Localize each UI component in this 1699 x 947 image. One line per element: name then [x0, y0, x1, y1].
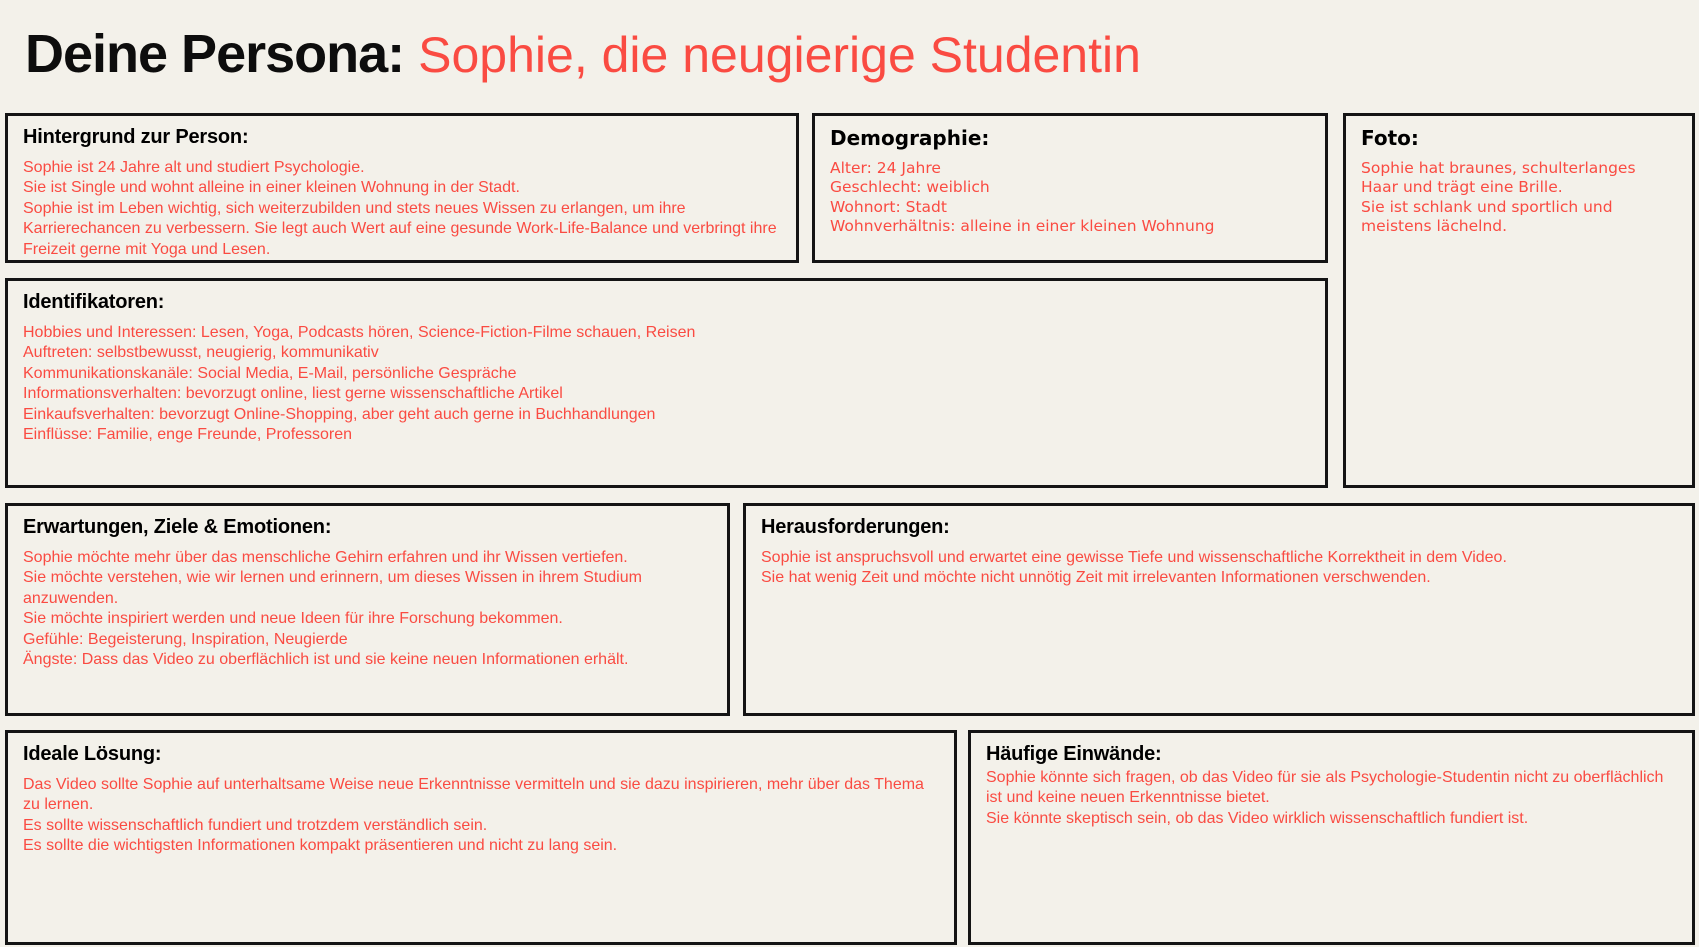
- text-line: Sophie möchte mehr über das menschliche Gehirn erfahren und ihr Wissen vertiefen.: [23, 549, 628, 566]
- text-line: Sie hat wenig Zeit und möchte nicht unnötig Zeit mit irrelevanten Informationen verschwenden.: [761, 569, 1431, 587]
- section-haeufige-einwaende: [968, 730, 1695, 945]
- text-line: Auftreten: selbstbewusst, neugierig, kommunikativ: [23, 344, 379, 362]
- section-erwartungen-heading: Erwartungen, Ziele & Emotionen:: [23, 516, 332, 538]
- text-line: Einkaufsverhalten: bevorzugt Online-Shopping, aber geht auch gerne in Buchhandlungen: [23, 405, 656, 423]
- text-line: Kommunikationskanäle: Social Media, E-Mail, persönliche Gespräche: [23, 364, 517, 382]
- section-ideale-loesung-body: [23, 775, 939, 857]
- section-haeufige-einwaende-heading: Häufige Einwände:: [986, 743, 1162, 765]
- text-line: Wohnort: Stadt: [830, 197, 947, 216]
- section-ideale-loesung: [5, 730, 957, 945]
- section-foto-heading: Foto:: [1361, 126, 1419, 150]
- text-line: Sophie ist 24 Jahre alt und studiert Psychologie.: [23, 159, 365, 176]
- text-line: Sophie hat braunes, schulterlanges Haar und trägt eine Brille.: [1361, 159, 1636, 197]
- section-herausforderungen-body: [761, 548, 1677, 589]
- text-line: Sophie ist im Leben wichtig, sich weiterzubilden und stets neues Wissen zu erlangen, um ihre Karrierechancen zu verbessern. Sie legt auch Wert auf eine gesunde Work-Life-Balance und verbringt ihre Freizeit gerne mit Yoga und Lesen.: [23, 199, 777, 258]
- section-herausforderungen: [743, 503, 1695, 716]
- section-identifikatoren-body: [23, 323, 1310, 446]
- section-hintergrund: [5, 113, 799, 263]
- text-line: Wohnverhältnis: alleine in einer kleinen Wohnung: [830, 217, 1215, 236]
- text-line: Einflüsse: Familie, enge Freunde, Professoren: [23, 426, 353, 444]
- section-foto: [1343, 113, 1695, 488]
- text-line: Es sollte wissenschaftlich fundiert und trotzdem verständlich sein.: [23, 816, 488, 834]
- section-herausforderungen-heading: Herausforderungen:: [761, 516, 950, 538]
- page-title: [25, 23, 1141, 85]
- text-line: Informationsverhalten: bevorzugt online, liest gerne wissenschaftliche Artikel: [23, 385, 563, 403]
- text-line: Sie möchte inspiriert werden und neue Ideen für ihre Forschung bekommen.: [23, 610, 563, 628]
- text-line: Sophie könnte sich fragen, ob das Video für sie als Psychologie-Studentin nicht zu oberflächlich ist und keine neuen Erkenntnisse bietet.: [986, 769, 1664, 807]
- text-line: Sie ist schlank und sportlich und meistens lächelnd.: [1361, 197, 1613, 236]
- text-line: Sophie ist anspruchsvoll und erwartet eine gewisse Tiefe und wissenschaftliche Korrektheit in dem Video.: [761, 549, 1507, 566]
- persona-name: Sophie, die neugierige Studentin: [418, 27, 1141, 84]
- section-identifikatoren: [5, 278, 1328, 488]
- text-line: Geschlecht: weiblich: [830, 178, 990, 197]
- text-line: Es sollte die wichtigsten Informationen kompakt präsentieren und nicht zu lang sein.: [23, 837, 618, 855]
- section-hintergrund-heading: Hintergrund zur Person:: [23, 126, 249, 148]
- text-line: Das Video sollte Sophie auf unterhaltsame Weise neue Erkenntnisse vermitteln und sie dazu inspirieren, mehr über das Thema zu lernen.: [23, 776, 924, 814]
- text-line: Sie könnte skeptisch sein, ob das Video wirklich wissenschaftlich fundiert ist.: [986, 809, 1529, 827]
- text-line: Gefühle: Begeisterung, Inspiration, Neugierde: [23, 630, 348, 648]
- text-line: Sie möchte verstehen, wie wir lernen und erinnern, um dieses Wissen in ihrem Studium anzuwenden.: [23, 569, 642, 607]
- section-identifikatoren-heading: Identifikatoren:: [23, 291, 165, 313]
- section-haeufige-einwaende-body: [986, 768, 1677, 829]
- section-demographie-body: [830, 159, 1310, 237]
- section-ideale-loesung-heading: Ideale Lösung:: [23, 743, 162, 765]
- section-hintergrund-body: [23, 158, 781, 260]
- text-line: Ängste: Dass das Video zu oberflächlich ist und sie keine neuen Informationen erhält.: [23, 651, 629, 669]
- text-line: Hobbies und Interessen: Lesen, Yoga, Podcasts hören, Science-Fiction-Filme schauen, Reisen: [23, 324, 696, 341]
- section-erwartungen-body: [23, 548, 712, 671]
- section-demographie: [812, 113, 1328, 263]
- section-erwartungen: [5, 503, 730, 716]
- section-foto-body: [1361, 159, 1677, 237]
- page-title-prefix: Deine Persona:: [25, 24, 405, 85]
- text-line: Sie ist Single und wohnt alleine in einer kleinen Wohnung in der Stadt.: [23, 179, 520, 197]
- text-line: Alter: 24 Jahre: [830, 159, 941, 177]
- section-demographie-heading: Demographie:: [830, 126, 990, 150]
